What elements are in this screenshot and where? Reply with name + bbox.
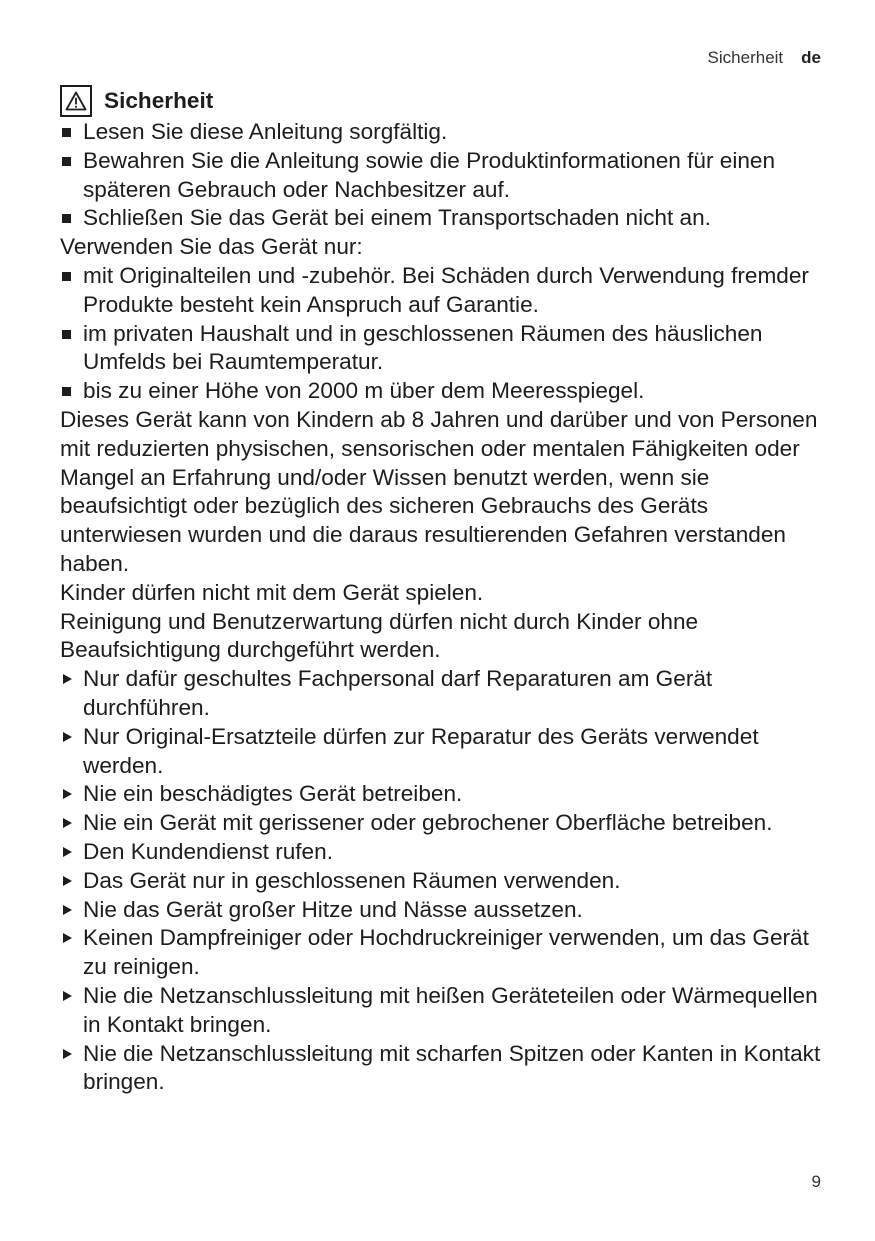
list-item: Lesen Sie diese Anleitung sorgfältig. (60, 118, 830, 147)
list-item: im privaten Haushalt und in geschlossenen Räumen des häuslichen Umfelds bei Raumtemperatur. (60, 320, 830, 378)
instruction-item: Den Kundendienst rufen. (60, 838, 830, 867)
children-paragraph: Dieses Gerät kann von Kindern ab 8 Jahren und darüber und von Personen mit reduzierten physischen, sensorischen oder mentalen Fähigkeiten oder Mangel an Erfahrung und/oder Wissen benutzt werden, wenn sie beaufsichtigt oder bezüglich des sicheren Gebrauchs des Geräts unterwiesen wurden und die daraus resultierenden Gefahren verstanden haben. (60, 406, 818, 576)
instruction-list (60, 665, 830, 1097)
section-heading (60, 84, 830, 118)
instruction-item: Das Gerät nur in geschlossenen Räumen verwenden. (60, 867, 830, 896)
language-code: de (801, 48, 821, 67)
running-header (708, 48, 821, 68)
list-item: Schließen Sie das Gerät bei einem Transportschaden nicht an. (60, 204, 830, 233)
section-name: Sicherheit (707, 48, 784, 67)
section-title: Sicherheit (104, 87, 214, 113)
list-item: mit Originalteilen und -zubehör. Bei Schäden durch Verwendung fremder Produkte besteht kein Anspruch auf Garantie. (60, 262, 830, 320)
instruction-item: Nie die Netzanschlussleitung mit scharfen Spitzen oder Kanten in Kontakt bringen. (60, 1040, 830, 1098)
instruction-item: Nie das Gerät großer Hitze und Nässe aussetzen. (60, 896, 830, 925)
instruction-item: Nur dafür geschultes Fachpersonal darf Reparaturen am Gerät durchführen. (60, 665, 830, 723)
children-play: Kinder dürfen nicht mit dem Gerät spielen. (60, 579, 484, 605)
use-list (60, 262, 830, 406)
page-number: 9 (811, 1172, 821, 1191)
instruction-item: Nie die Netzanschlussleitung mit heißen Geräteteilen oder Wärmequellen in Kontakt bringen. (60, 982, 830, 1040)
instruction-item: Keinen Dampfreiniger oder Hochdruckreiniger verwenden, um das Gerät zu reinigen. (60, 924, 830, 982)
list-item: Bewahren Sie die Anleitung sowie die Produktinformationen für einen späteren Gebrauch oder Nachbesitzer auf. (60, 147, 830, 205)
instruction-item: Nie ein beschädigtes Gerät betreiben. (60, 780, 830, 809)
cleaning-paragraph: Reinigung und Benutzerwartung dürfen nicht durch Kinder ohne Beaufsichtigung durchgeführt werden. (60, 608, 699, 663)
safety-section (60, 84, 830, 1097)
warning-triangle-icon (60, 85, 92, 117)
list-item: bis zu einer Höhe von 2000 m über dem Meeresspiegel. (60, 377, 830, 406)
intro-list (60, 118, 830, 233)
use-lead: Verwenden Sie das Gerät nur: (60, 234, 363, 260)
instruction-item: Nie ein Gerät mit gerissener oder gebrochener Oberfläche betreiben. (60, 809, 830, 838)
instruction-item: Nur Original-Ersatzteile dürfen zur Reparatur des Geräts verwendet werden. (60, 723, 830, 781)
